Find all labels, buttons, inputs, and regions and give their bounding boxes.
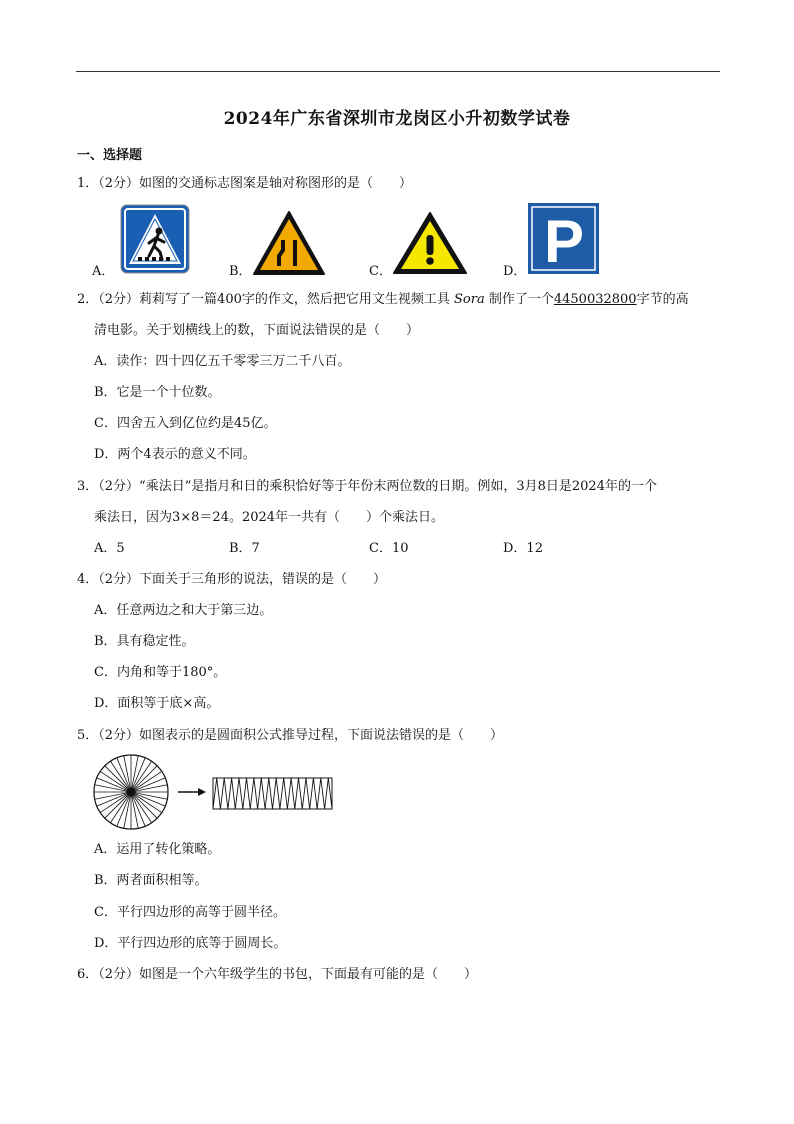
exclamation-warning-sign-icon — [392, 211, 468, 275]
q3-line-1: 3．（2分）“乘法日”是指月和日的乘积恰好等于年份末两位数的日期。例如，3月8日是2024年的一个 — [77, 479, 657, 494]
q3-option-b: B．7 — [229, 541, 260, 556]
q2-option-b: B．它是一个十位数。 — [94, 385, 221, 400]
q3-option-d: D．12 — [503, 541, 543, 556]
pedestrian-crossing-sign-icon — [120, 204, 190, 274]
q2-underlined-number: 4450032800 — [553, 292, 637, 307]
circle-sector-line — [105, 792, 131, 818]
q5-stem: 5．（2分）如图表示的是圆面积公式推导过程，下面说法错误的是（ ） — [77, 728, 504, 743]
circle-sector-line — [131, 766, 157, 792]
parallelogram-zigzag — [213, 778, 332, 809]
circle-sector-line — [105, 766, 131, 792]
circle-sector-line — [131, 792, 157, 818]
q1-option-d-label: D． — [503, 264, 527, 279]
q2-option-a: A．读作：四十四亿五千零零三万二千八百。 — [94, 354, 351, 369]
q3-option-c: C．10 — [369, 541, 409, 556]
q4-option-c: C．内角和等于180°。 — [94, 665, 227, 680]
q5-option-b: B．两者面积相等。 — [94, 873, 208, 888]
q2-line-1 — [77, 291, 689, 309]
q1-stem: 1．（2分）如图的交通标志图案是轴对称图形的是（ ） — [77, 176, 413, 191]
q3-option-a: A．5 — [94, 541, 125, 556]
q4-option-d: D．面积等于底×高。 — [94, 696, 220, 711]
q1-option-c-label: C． — [369, 264, 392, 279]
q1-option-a-label: A． — [92, 264, 115, 279]
q5-option-d: D．平行四边形的底等于圆周长。 — [94, 936, 287, 951]
circle-area-derivation-figure — [92, 753, 344, 833]
q2-line-2: 清电影。关于划横线上的数，下面说法错误的是（ ） — [94, 323, 420, 338]
q3-line-2: 乘法日，因为3×8＝24。2024年一共有（ ）个乘法日。 — [94, 510, 445, 525]
q1-option-b-label: B． — [229, 264, 252, 279]
q2-line-1-text: 2．（2分）莉莉写了一篇400字的作文，然后把它用文生视频工具 — [77, 292, 450, 307]
q2-option-c: C．四舍五入到亿位约是45亿。 — [94, 416, 277, 431]
q4-option-b: B．具有稳定性。 — [94, 634, 195, 649]
q4-stem: 4．（2分）下面关于三角形的说法，错误的是（ ） — [77, 572, 387, 587]
road-narrows-sign-icon — [252, 210, 326, 276]
header-rule — [76, 71, 720, 72]
q5-option-c: C．平行四边形的高等于圆半径。 — [94, 905, 286, 920]
q2-line-1-text-b: 制作了一个 — [488, 292, 554, 307]
parking-sign-icon — [528, 203, 599, 274]
q5-option-a: A．运用了转化策略。 — [94, 842, 221, 857]
q2-line-1-text-c: 字节的高 — [636, 292, 689, 307]
parking-letter: P — [543, 208, 585, 274]
q2-tool-name: Sora — [454, 292, 485, 307]
q2-option-d: D．两个4表示的意义不同。 — [94, 447, 256, 462]
q6-stem: 6．（2分）如图是一个六年级学生的书包，下面最有可能的是（ ） — [77, 967, 478, 982]
q4-option-a: A．任意两边之和大于第三边。 — [94, 603, 273, 618]
page-title: 2024年广东省深圳市龙岗区小升初数学试卷 — [223, 109, 571, 129]
section-heading: 一、选择题 — [77, 148, 143, 163]
